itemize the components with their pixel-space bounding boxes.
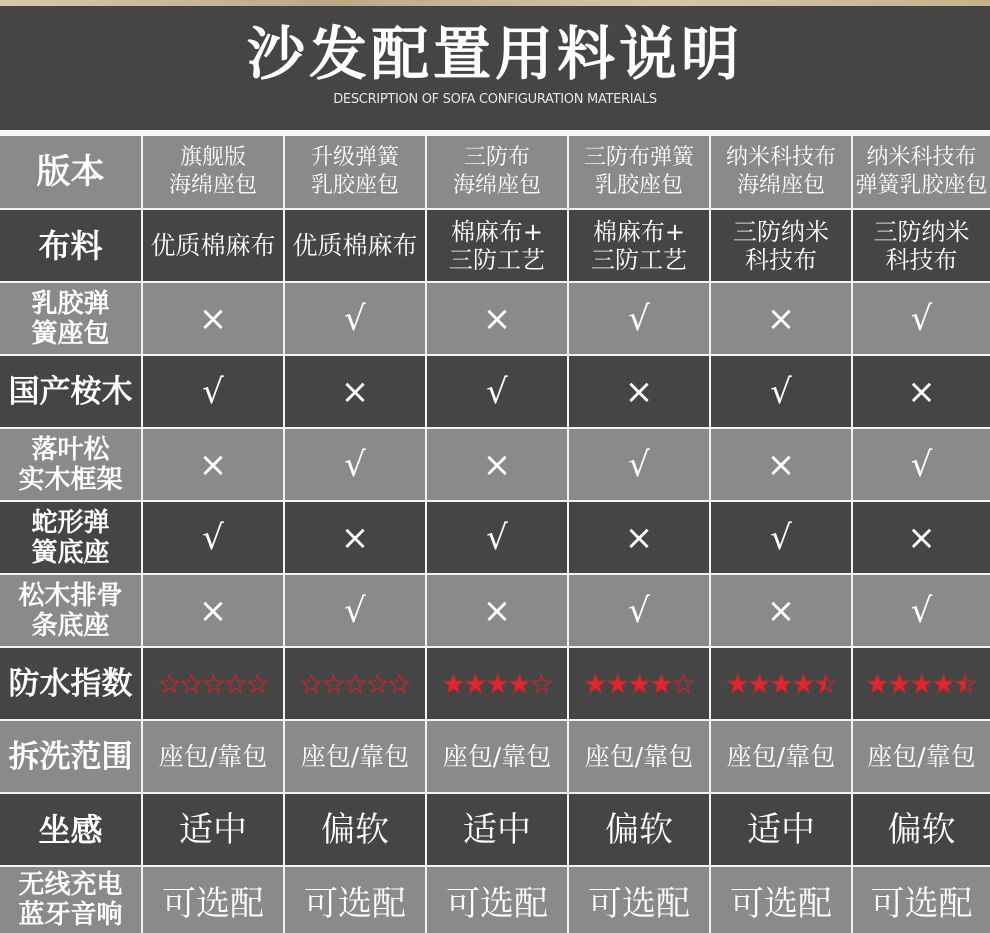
header [0, 6, 990, 130]
value-cell [285, 721, 425, 792]
row-label [0, 575, 141, 646]
value-text: 适中 [179, 809, 247, 850]
row-label [0, 356, 141, 427]
check-mark-icon: √ [427, 502, 567, 573]
star-filled-icon [607, 673, 628, 694]
star-empty-icon [181, 673, 202, 694]
cross-mark-icon: × [427, 429, 567, 500]
star-filled-icon [651, 673, 672, 694]
star-filled-icon [585, 673, 606, 694]
row-label [0, 721, 141, 792]
star-half-icon [955, 673, 976, 694]
row-label-text: 蓝牙音响 [18, 900, 123, 930]
value-cell [143, 721, 283, 792]
waterproof-rating [569, 648, 709, 719]
value-text: 三防工艺 [449, 245, 545, 274]
value-text: 三防纳米 [733, 217, 829, 246]
row-label [0, 867, 141, 933]
cross-mark-icon: × [711, 283, 851, 354]
column-header-label: 三防布弹簧 [583, 145, 694, 170]
row-label-text: 坐感 [38, 810, 103, 849]
version-header [0, 136, 141, 208]
column-header-label: 纳米科技布 [866, 145, 977, 170]
value-cell [853, 210, 990, 281]
cross-mark-icon: × [853, 502, 990, 573]
star-empty-icon [301, 673, 322, 694]
value-text: 座包/靠包 [584, 741, 694, 771]
star-half-icon [815, 673, 836, 694]
column-header-label: 旗舰版 [179, 145, 246, 170]
star-filled-icon [727, 673, 748, 694]
cross-mark-icon: × [569, 502, 709, 573]
cross-mark-icon: × [143, 575, 283, 646]
star-filled-icon [443, 673, 464, 694]
star-empty-icon [531, 673, 552, 694]
star-filled-icon [889, 673, 910, 694]
check-mark-icon: √ [569, 429, 709, 500]
cross-mark-icon: × [569, 356, 709, 427]
value-cell [853, 794, 990, 865]
value-cell [427, 794, 567, 865]
row-label-text: 条底座 [31, 610, 110, 641]
star-rating [443, 673, 552, 694]
star-filled-icon [465, 673, 486, 694]
value-text: 座包/靠包 [158, 741, 268, 771]
column-header [711, 136, 851, 208]
value-cell [569, 210, 709, 281]
star-empty-icon [225, 673, 246, 694]
row-label-text: 落叶松 [31, 434, 110, 465]
star-rating [159, 673, 268, 694]
star-empty-icon [203, 673, 224, 694]
value-cell [285, 794, 425, 865]
star-rating [727, 673, 836, 694]
value-cell [853, 867, 990, 933]
value-text: 优质棉麻布 [150, 230, 276, 260]
value-cell [853, 721, 990, 792]
value-cell [143, 867, 283, 933]
star-empty-icon [367, 673, 388, 694]
value-cell [711, 721, 851, 792]
column-header [569, 136, 709, 208]
value-cell [711, 794, 851, 865]
value-text: 座包/靠包 [726, 741, 836, 771]
check-mark-icon: √ [143, 356, 283, 427]
check-mark-icon: √ [711, 356, 851, 427]
row-label [0, 648, 141, 719]
column-header [143, 136, 283, 208]
row-label-text: 簧座包 [31, 318, 110, 349]
value-text: 座包/靠包 [300, 741, 410, 771]
column-header [285, 136, 425, 208]
value-cell [143, 794, 283, 865]
star-empty-icon [345, 673, 366, 694]
value-text: 偏软 [887, 809, 956, 850]
row-label-text: 乳胶弹 [31, 288, 110, 319]
star-filled-icon [749, 673, 770, 694]
value-text: 座包/靠包 [867, 741, 976, 771]
row-label-text: 无线充电 [18, 870, 123, 900]
check-mark-icon: √ [711, 502, 851, 573]
waterproof-rating [427, 648, 567, 719]
check-mark-icon: √ [143, 502, 283, 573]
value-text: 适中 [747, 809, 815, 850]
value-cell [427, 867, 567, 933]
star-empty-icon [673, 673, 694, 694]
row-label-text: 实木框架 [18, 464, 123, 495]
value-text: 三防纳米 [873, 217, 970, 246]
star-empty-icon [247, 673, 268, 694]
value-text: 可选配 [304, 884, 406, 924]
row-label [0, 502, 141, 573]
value-text: 可选配 [870, 884, 973, 924]
check-mark-icon: √ [285, 575, 425, 646]
waterproof-rating [143, 648, 283, 719]
value-text: 可选配 [730, 884, 832, 924]
page-subtitle: DESCRIPTION OF SOFA CONFIGURATION MATERIALS [333, 92, 657, 107]
row-label [0, 210, 141, 281]
column-header-label: 弹簧乳胶座包 [855, 173, 988, 198]
page-title: 沙发配置用料说明 [246, 20, 743, 88]
star-rating [867, 673, 976, 694]
column-header-label: 乳胶座包 [310, 173, 399, 198]
star-filled-icon [793, 673, 814, 694]
row-label-text: 布料 [38, 226, 103, 265]
comparison-table [0, 136, 990, 933]
waterproof-rating [285, 648, 425, 719]
check-mark-icon: √ [427, 356, 567, 427]
value-cell [569, 721, 709, 792]
row-label-text: 松木排骨 [18, 580, 123, 611]
star-rating [301, 673, 410, 694]
value-cell [569, 867, 709, 933]
cross-mark-icon: × [711, 429, 851, 500]
check-mark-icon: √ [853, 429, 990, 500]
row-label [0, 283, 141, 354]
cross-mark-icon: × [285, 502, 425, 573]
cross-mark-icon: × [427, 283, 567, 354]
cross-mark-icon: × [143, 283, 283, 354]
check-mark-icon: √ [285, 429, 425, 500]
star-empty-icon [389, 673, 410, 694]
check-mark-icon: √ [569, 575, 709, 646]
column-header-label: 三防布 [463, 145, 530, 170]
waterproof-rating [853, 648, 990, 719]
star-filled-icon [629, 673, 650, 694]
value-cell [427, 721, 567, 792]
check-mark-icon: √ [853, 283, 990, 354]
value-text: 可选配 [446, 884, 548, 924]
value-cell [285, 210, 425, 281]
row-label-text: 防水指数 [8, 665, 133, 702]
check-mark-icon: √ [853, 575, 990, 646]
value-text: 适中 [463, 809, 531, 850]
star-filled-icon [487, 673, 508, 694]
value-cell [569, 794, 709, 865]
star-empty-icon [159, 673, 180, 694]
column-header-label: 升级弹簧 [310, 145, 399, 170]
column-header [853, 136, 990, 208]
cross-mark-icon: × [143, 429, 283, 500]
row-label-text: 簧底座 [31, 537, 110, 568]
check-mark-icon: √ [569, 283, 709, 354]
cross-mark-icon: × [285, 356, 425, 427]
row-label [0, 429, 141, 500]
check-mark-icon: √ [285, 283, 425, 354]
row-label-text: 蛇形弹 [31, 507, 110, 538]
value-text: 科技布 [745, 245, 817, 274]
value-text: 科技布 [885, 245, 958, 274]
column-header-label: 版本 [36, 152, 105, 192]
value-text: 棉麻布+ [450, 217, 544, 246]
value-cell [143, 210, 283, 281]
value-text: 可选配 [588, 884, 690, 924]
column-header-label: 海绵座包 [736, 173, 825, 198]
row-label [0, 794, 141, 865]
column-header [427, 136, 567, 208]
cross-mark-icon: × [853, 356, 990, 427]
value-cell [711, 867, 851, 933]
row-label-text: 拆洗范围 [8, 738, 133, 775]
star-rating [585, 673, 694, 694]
value-text: 座包/靠包 [442, 741, 552, 771]
cross-mark-icon: × [427, 575, 567, 646]
star-filled-icon [771, 673, 792, 694]
cross-mark-icon: × [711, 575, 851, 646]
value-cell [427, 210, 567, 281]
star-empty-icon [323, 673, 344, 694]
value-text: 可选配 [162, 884, 264, 924]
waterproof-rating [711, 648, 851, 719]
value-text: 棉麻布+ [592, 217, 686, 246]
value-text: 优质棉麻布 [292, 230, 418, 260]
value-text: 偏软 [605, 809, 673, 850]
row-label-text: 国产桉木 [8, 373, 133, 410]
star-filled-icon [509, 673, 530, 694]
column-header-label: 纳米科技布 [725, 145, 836, 170]
value-text: 偏软 [321, 809, 389, 850]
value-cell [285, 867, 425, 933]
column-header-label: 海绵座包 [168, 173, 257, 198]
value-text: 三防工艺 [591, 245, 687, 274]
star-filled-icon [867, 673, 888, 694]
star-filled-icon [911, 673, 932, 694]
value-cell [711, 210, 851, 281]
column-header-label: 乳胶座包 [594, 173, 683, 198]
star-filled-icon [933, 673, 954, 694]
column-header-label: 海绵座包 [452, 173, 541, 198]
